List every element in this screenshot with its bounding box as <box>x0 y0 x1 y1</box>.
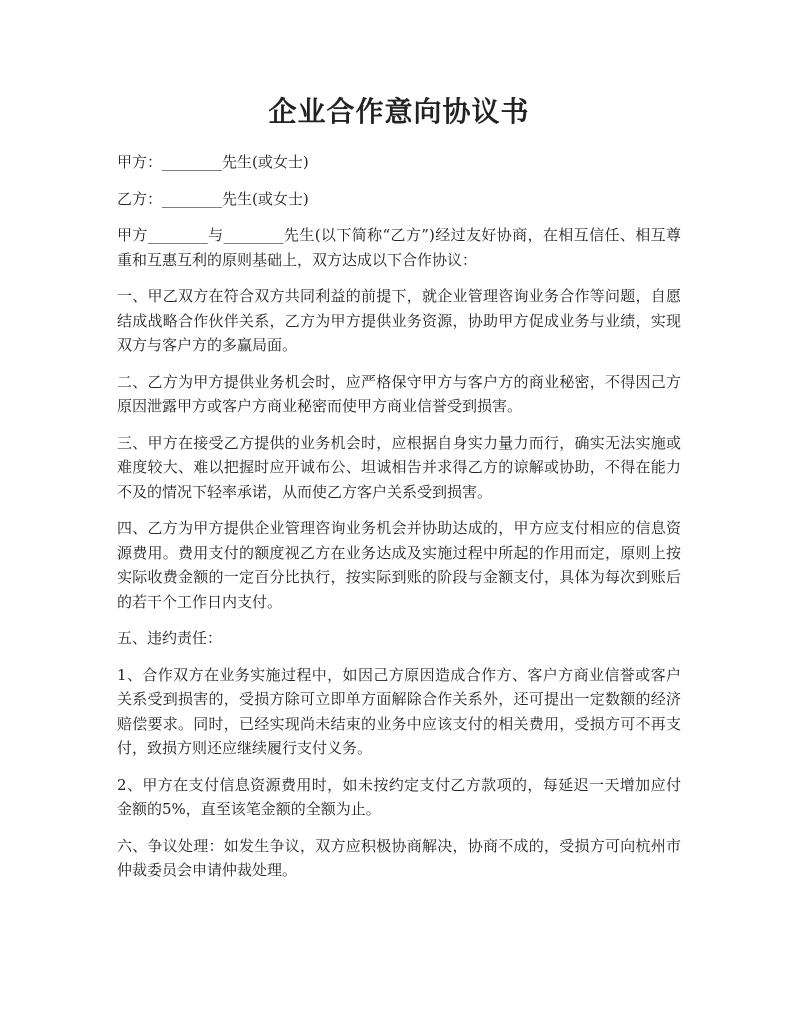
clause-5-item-1: 1、合作双方在业务实施过程中，如因己方原因造成合作方、客户方商业信誉或客户关系受到损害的，受损方除可立即单方面解除合作关系外，还可提出一定数额的经济赔偿要求。同时，已经实现尚未结束的业务中应该支付的相关费用，受损方可不再支付，致损方则还应继续履行支付义务。 <box>117 665 681 757</box>
clause-5-heading: 五、违约责任： <box>117 629 223 647</box>
party-a-line: 甲方：________先生(或女士) <box>117 153 309 171</box>
clause-6: 六、争议处理：如发生争议，双方应积极协商解决，协商不成的，受损方可向杭州市仲裁委员会申请仲裁处理。 <box>117 836 681 879</box>
document-title: 企业合作意向协议书 <box>268 95 530 128</box>
clause-1: 一、甲乙双方在符合双方共同利益的前提下，就企业管理咨询业务合作等问题，自愿结成战略合作伙伴关系，乙方为甲方提供业务资源，协助甲方促成业务与业绩，实现双方与客户方的多赢局面。 <box>117 287 681 354</box>
clause-4: 四、乙方为甲方提供企业管理咨询业务机会并协助达成的，甲方应支付相应的信息资源费用。费用支付的额度视乙方在业务达成及实施过程中所起的作用而定，原则上按实际收费金额的一定百分比执行，按实际到账的阶段与金额支付，具体为每次到账后的若干个工作日内支付。 <box>117 519 681 611</box>
clause-5-item-2: 2、甲方在支付信息资源费用时，如未按约定支付乙方款项的，每延迟一天增加应付金额的5%，直至该笔金额的全额为止。 <box>117 775 681 818</box>
clause-3: 三、甲方在接受乙方提供的业务机会时，应根据自身实力量力而行，确实无法实施或难度较大、难以把握时应开诚布公、坦诚相告并求得乙方的谅解或协助，不得在能力不及的情况下轻率承诺，从而使乙方客户关系受到损害。 <box>117 433 681 501</box>
clause-2: 二、乙方为甲方提供业务机会时，应严格保守甲方与客户方的商业秘密，不得因己方原因泄露甲方或客户方商业秘密而使甲方商业信誉受到损害。 <box>117 372 681 415</box>
party-b-line: 乙方：________先生(或女士) <box>117 189 309 208</box>
document-page <box>117 92 681 895</box>
preamble-paragraph: 甲方________与________先生(以下简称“乙方”)经过友好协商，在相互信任、相互尊重和互惠互利的原则基础上，双方达成以下合作协议： <box>117 226 681 269</box>
